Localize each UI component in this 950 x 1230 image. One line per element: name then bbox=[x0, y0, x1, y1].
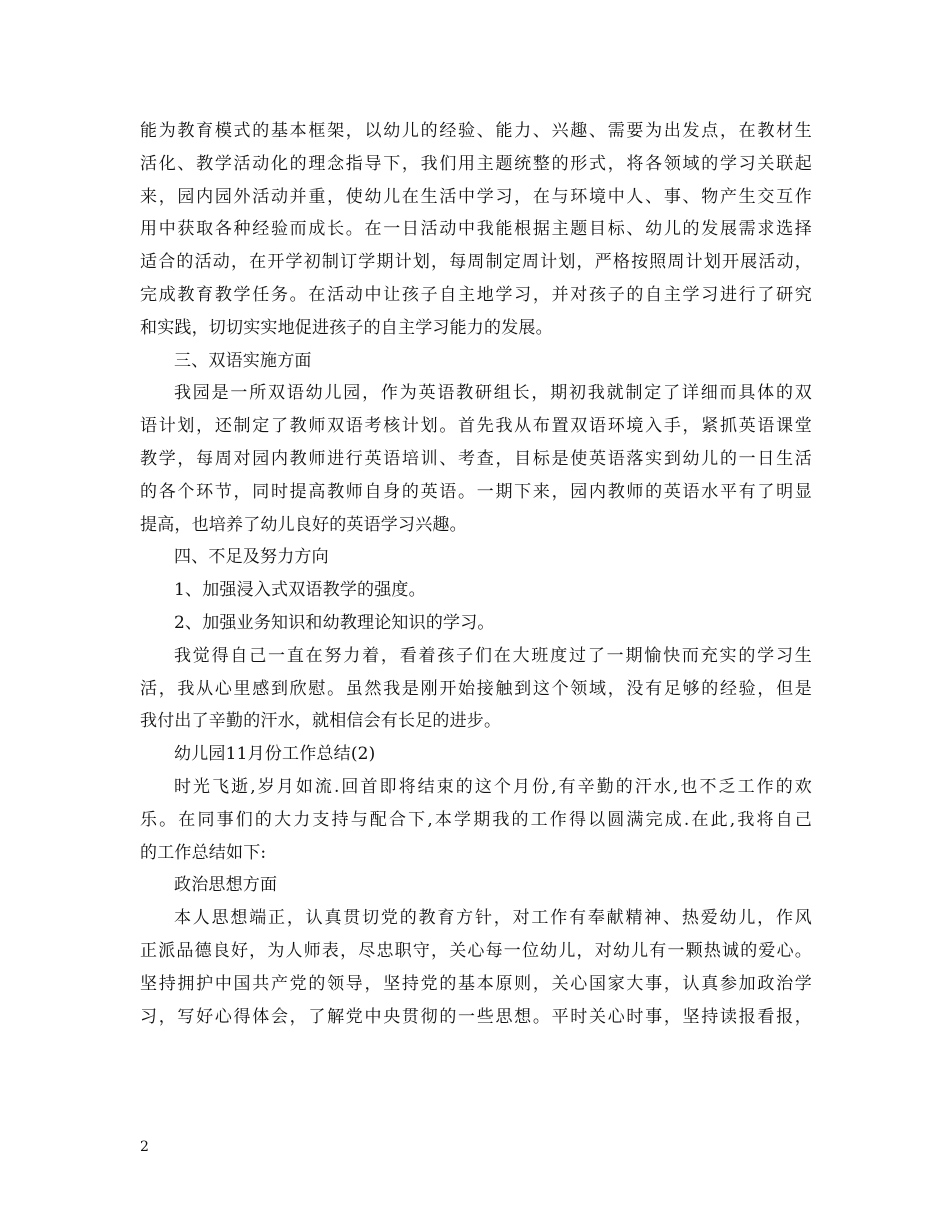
text-line: 我觉得自己一直在努力着，看着孩子们在大班度过了一期愉快而充实的学习生 bbox=[174, 645, 812, 666]
text-line: 活，我从心里感到欣慰。虽然我是刚开始接触到这个领域，没有足够的经验，但是 bbox=[140, 678, 812, 699]
text-line: 幼儿园11月份工作总结(2) bbox=[174, 744, 376, 765]
text-line: 本人思想端正，认真贯切党的教育方针，对工作有奉献精神、热爱幼儿，作风 bbox=[174, 908, 812, 929]
text-line: 正派品德良好，为人师表，尽忠职守，关心每一位幼儿，对幼儿有一颗热诚的爱心。 bbox=[140, 940, 812, 961]
text-line: 四、不足及努力方向 bbox=[174, 547, 329, 568]
text-line: 的各个环节，同时提高教师自身的英语。一期下来，园内教师的英语水平有了明显 bbox=[140, 481, 812, 502]
text-line: 三、双语实施方面 bbox=[174, 350, 312, 371]
text-line: 用中获取各种经验而成长。在一日活动中我能根据主题目标、幼儿的发展需求选择 bbox=[140, 219, 812, 240]
text-line: 习，写好心得体会，了解党中央贯彻的一些思想。平时关心时事，坚持读报看报， bbox=[140, 1006, 812, 1027]
page-number: 2 bbox=[140, 1139, 149, 1155]
text-line: 我园是一所双语幼儿园，作为英语教研组长，期初我就制定了详细而具体的双 bbox=[174, 383, 812, 404]
document-body bbox=[140, 115, 812, 1033]
text-line: 的工作总结如下: bbox=[140, 842, 267, 863]
text-line: 提高，也培养了幼儿良好的英语学习兴趣。 bbox=[140, 514, 467, 535]
text-line: 教学，每周对园内教师进行英语培训、考查，目标是使英语落实到幼儿的一日生活 bbox=[140, 448, 812, 469]
text-line: 时光飞逝,岁月如流.回首即将结束的这个月份,有辛勤的汗水,也不乏工作的欢 bbox=[174, 776, 812, 797]
text-line: 坚持拥护中国共产党的领导，坚持党的基本原则，关心国家大事，认真参加政治学 bbox=[140, 973, 812, 994]
text-line: 乐。在同事们的大力支持与配合下,本学期我的工作得以圆满完成.在此,我将自己 bbox=[140, 809, 812, 830]
text-line: 2、加强业务知识和幼教理论知识的学习。 bbox=[174, 612, 495, 633]
text-line: 语计划，还制定了教师双语考核计划。首先我从布置双语环境入手，紧抓英语课堂 bbox=[140, 416, 812, 437]
text-line: 能为教育模式的基本框架，以幼儿的经验、能力、兴趣、需要为出发点，在教材生 bbox=[140, 121, 812, 141]
text-line: 政治思想方面 bbox=[174, 875, 278, 896]
text-line: 1、加强浸入式双语教学的强度。 bbox=[174, 580, 426, 601]
text-line: 活化、教学活动化的理念指导下，我们用主题统整的形式，将各领域的学习关联起 bbox=[140, 153, 812, 174]
text-line: 我付出了辛勤的汗水，就相信会有长足的进步。 bbox=[140, 711, 502, 732]
text-line: 和实践，切切实实地促进孩子的自主学习能力的发展。 bbox=[140, 317, 553, 338]
text-line: 适合的活动，在开学初制订学期计划，每周制定周计划，严格按照周计划开展活动， bbox=[140, 252, 812, 273]
text-line: 来，园内园外活动并重，使幼儿在生活中学习，在与环境中人、事、物产生交互作 bbox=[140, 186, 812, 207]
text-line: 完成教育教学任务。在活动中让孩子自主地学习，并对孩子的自主学习进行了研究 bbox=[140, 284, 812, 305]
